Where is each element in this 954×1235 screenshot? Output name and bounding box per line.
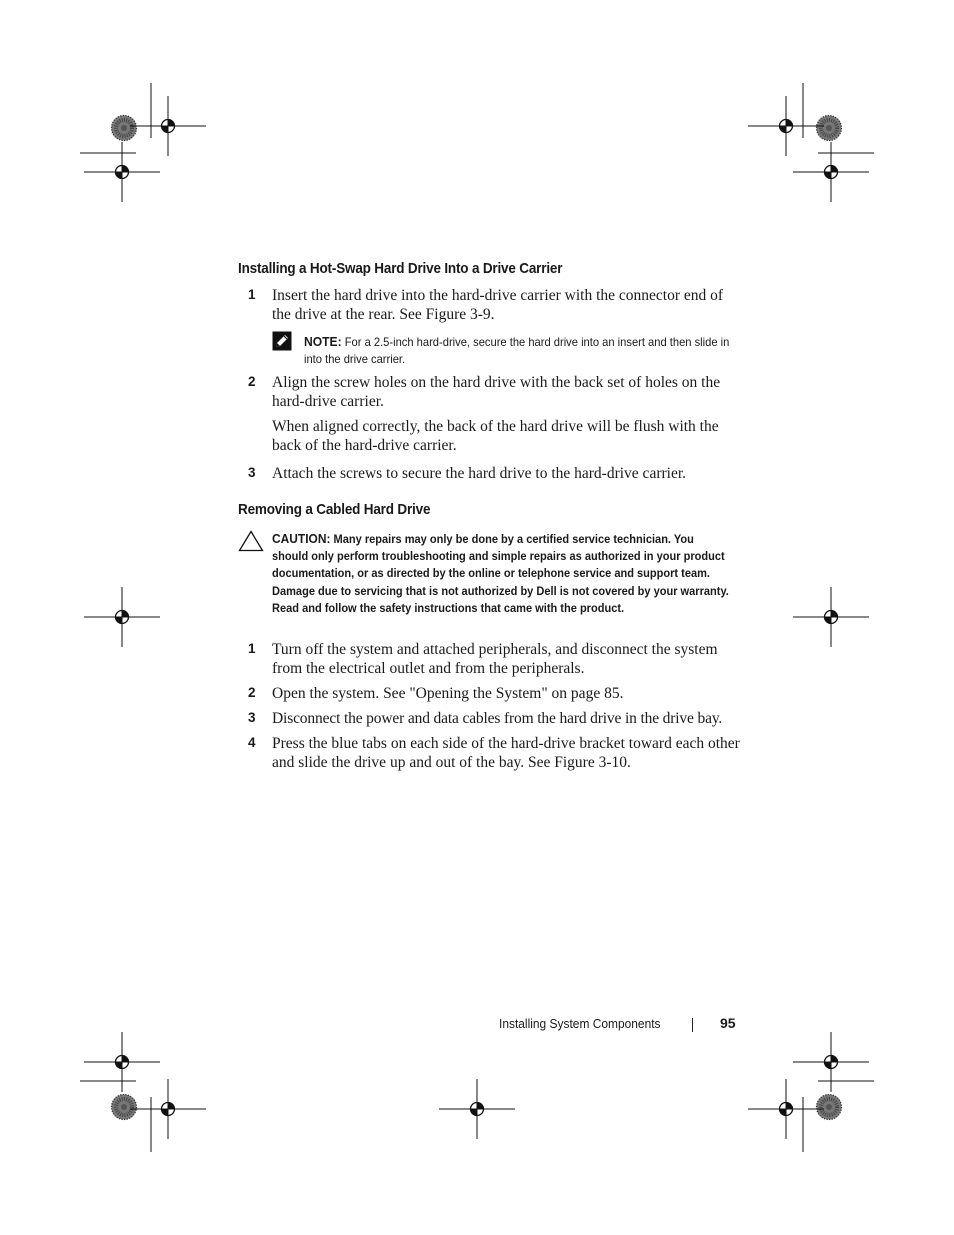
note-label: NOTE: [304, 334, 342, 349]
registration-mark-top-right [748, 83, 874, 202]
registration-mark-bottom-left [80, 1032, 206, 1152]
step-2-followup: When aligned correctly, the back of the hard drive will be flush with the back of the hard-drive carrier. [272, 418, 719, 454]
step-number: 1 [248, 641, 256, 656]
step-text: Attach the screws to secure the hard drive to the hard-drive carrier. [272, 465, 687, 482]
note-text: For a 2.5-inch hard-drive, secure the hard drive into an insert and then slide in into the drive carrier. [304, 335, 730, 366]
step-text: Open the system. See "Opening the System" on page 85. [272, 685, 624, 702]
step-text: Align the screw holes on the hard drive with the back set of holes on the hard-drive carrier. [272, 374, 721, 410]
registration-mark-bottom-center [439, 1079, 515, 1139]
registration-mark-top-left [80, 83, 206, 202]
step-text: Press the blue tabs on each side of the hard-drive bracket toward each other and slide the drive up and out of the bay. See Figure 3-10. [272, 735, 740, 771]
registration-mark-mid-right [793, 587, 869, 647]
step-number: 1 [248, 287, 256, 302]
step-number: 3 [248, 710, 256, 725]
step-number: 4 [248, 735, 256, 750]
step-text: Insert the hard drive into the hard-drive carrier with the connector end of the drive at the rear. See Figure 3-9. [272, 287, 724, 323]
section-heading-remove: Removing a Cabled Hard Drive [238, 501, 431, 518]
page-number: 95 [720, 1015, 736, 1031]
step-text: Turn off the system and attached peripherals, and disconnect the system from the electrical outlet and from the peripherals. [272, 641, 718, 677]
caution-label: CAUTION: [272, 531, 331, 546]
registration-mark-mid-left [84, 587, 160, 647]
registration-mark-bottom-right [748, 1032, 874, 1152]
step-number: 2 [248, 685, 256, 700]
caution-text: Many repairs may only be done by a certified service technician. You should only perform troubleshooting and simple repairs as authorized in your product documentation, or as directed by the online or telephone service and support team. Damage due to servicing that is not authorized by Dell is not covered by your warranty. Read and follow the safety instructions that came with the product. [272, 532, 729, 615]
footer-chapter-title: Installing System Components [499, 1016, 661, 1031]
step-number: 2 [248, 374, 256, 389]
step-number: 3 [248, 465, 256, 480]
step-text: Disconnect the power and data cables from the hard drive in the drive bay. [272, 710, 723, 727]
section-heading-install: Installing a Hot-Swap Hard Drive Into a Drive Carrier [238, 260, 563, 277]
